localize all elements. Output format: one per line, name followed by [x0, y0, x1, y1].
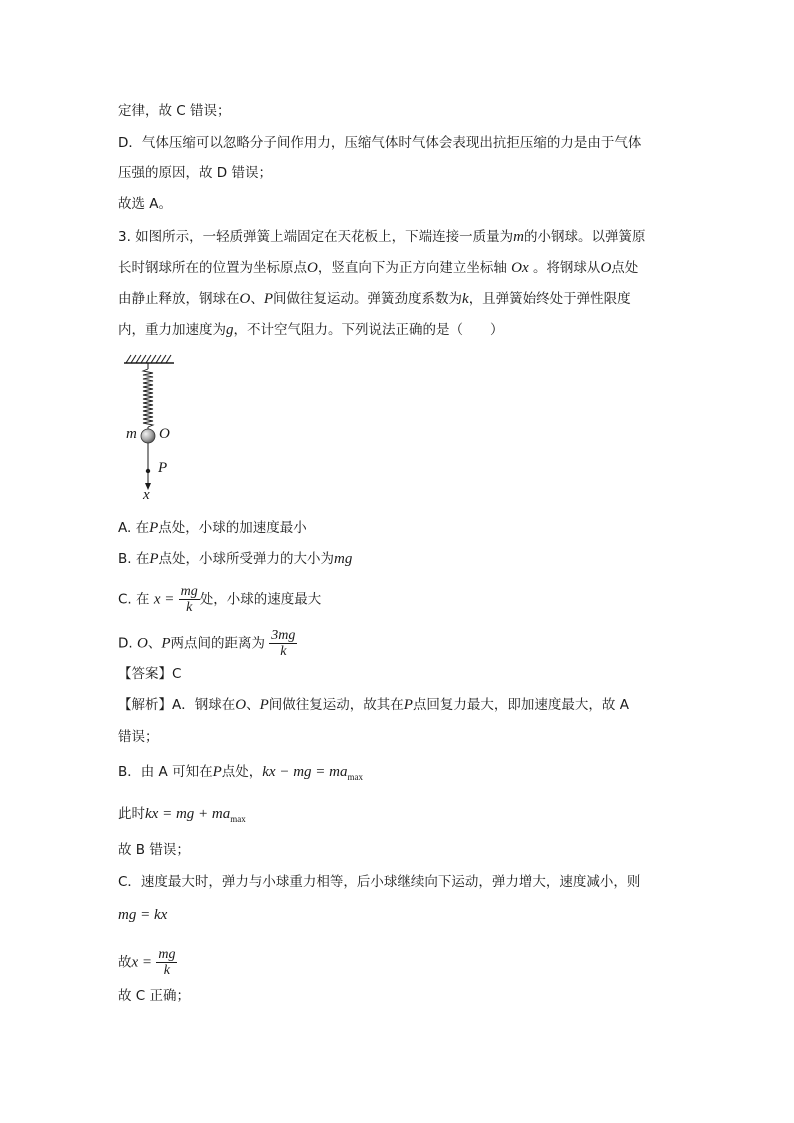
math: Ox — [511, 260, 529, 276]
analysis-line — [118, 695, 629, 715]
text: 。将钢球从 — [532, 260, 601, 276]
steel-ball — [141, 429, 155, 443]
analysis-line: 故 B 错误； — [118, 842, 190, 858]
option-c — [118, 584, 321, 615]
text-line: 定律，故 C 错误； — [118, 103, 231, 119]
numerator: mg — [180, 584, 198, 599]
text: 间做往复运动，故其在 — [268, 697, 404, 713]
math: x = — [131, 954, 153, 971]
label-o: O — [159, 426, 170, 442]
math: P — [212, 764, 222, 780]
text-line: 故选 A。 — [118, 196, 173, 212]
math: P — [161, 635, 171, 652]
label-m: m — [126, 426, 137, 442]
denominator: k — [280, 644, 287, 659]
analysis-line: C．速度最大时，弹力与小球重力相等，后小球继续向下运动，弹力增大，速度减小，则 — [118, 874, 641, 890]
text: 、 — [147, 635, 162, 652]
text: B．由 A 可知在 — [118, 764, 213, 780]
fraction — [179, 584, 200, 615]
question-line — [118, 289, 631, 309]
text: 内，重力加速度为 — [118, 322, 226, 338]
analysis-line — [118, 804, 246, 829]
math: k — [462, 291, 469, 307]
math: P — [263, 291, 274, 307]
question-line — [118, 320, 504, 340]
math: O — [136, 635, 148, 652]
math: m — [513, 229, 525, 245]
text: 由静止释放，钢球在 — [118, 291, 240, 307]
subscript: max — [347, 772, 363, 782]
option-b — [118, 549, 352, 569]
option-a — [118, 518, 307, 538]
option-d — [118, 628, 297, 659]
text: A. 在 — [118, 520, 150, 536]
math: P — [149, 551, 159, 567]
equation: kx = mg + ma — [145, 806, 231, 822]
point-p — [146, 469, 150, 473]
math: P — [403, 697, 413, 713]
equation-line: mg = kx — [118, 907, 168, 923]
analysis-line — [118, 947, 177, 978]
equation: kx − mg = ma — [262, 764, 348, 780]
text: 此时 — [118, 806, 145, 822]
spring-figure — [118, 352, 208, 502]
text: 3. 如图所示，一轻质弹簧上端固定在天花板上，下端连接一质量为 — [118, 229, 514, 245]
math: O — [239, 291, 251, 307]
text: 点处，小球的加速度最小 — [158, 520, 307, 536]
analysis-line — [118, 762, 363, 787]
math: P — [149, 520, 159, 536]
denominator: k — [163, 963, 170, 978]
text: D. — [118, 635, 137, 652]
denominator: k — [186, 600, 193, 615]
fraction — [156, 947, 177, 978]
text: ，竖直向下为正方向建立坐标轴 — [317, 260, 507, 276]
text: 的小钢球。以弹簧原 — [524, 229, 646, 245]
text: 、 — [250, 291, 264, 307]
ceiling-hatch — [126, 355, 171, 363]
text-line: D．气体压缩可以忽略分子间作用力，压缩气体时气体会表现出抗拒压缩的力是由于气体 — [118, 135, 642, 151]
text: B. 在 — [118, 551, 150, 567]
text: 、 — [246, 697, 260, 713]
answer-label: 【答案】C — [118, 666, 182, 682]
text: 长时钢球所在的位置为坐标原点 — [118, 260, 307, 276]
text: 点处， — [221, 764, 263, 780]
math: O — [600, 260, 612, 276]
text: C. 在 — [118, 591, 150, 608]
math: O — [307, 260, 318, 276]
subscript: max — [230, 814, 246, 824]
numerator: 3mg — [271, 628, 296, 643]
fraction — [269, 628, 297, 659]
text: 点处 — [611, 260, 639, 276]
analysis-line: 故 C 正确； — [118, 988, 191, 1004]
question-line — [118, 227, 646, 247]
text: 间做往复运动。弹簧劲度系数为 — [273, 291, 463, 307]
math: g — [226, 322, 234, 338]
text: 故 — [118, 954, 132, 971]
math: O — [235, 697, 247, 713]
text: 处，小球的速度最大 — [199, 591, 322, 608]
text: 点回复力最大，即加速度最大，故 A — [412, 697, 629, 713]
question-line — [118, 258, 638, 278]
numerator: mg — [158, 947, 176, 962]
text: ，不计空气阻力。下列说法正确的是（ ） — [233, 322, 504, 338]
analysis-line: 错误； — [118, 729, 159, 745]
math: P — [259, 697, 269, 713]
text: 两点间的距离为 — [170, 635, 265, 652]
math: x = — [153, 591, 175, 608]
text-line: 压强的原因，故 D 错误； — [118, 165, 272, 181]
label-p: P — [158, 460, 168, 476]
text: 【解析】A．钢球在 — [118, 697, 236, 713]
spring-coil — [143, 369, 153, 427]
label-x: x — [143, 487, 150, 503]
text: ，且弹簧始终处于弹性限度 — [468, 291, 631, 307]
math: mg — [334, 551, 353, 567]
text: 点处，小球所受弹力的大小为 — [158, 551, 335, 567]
